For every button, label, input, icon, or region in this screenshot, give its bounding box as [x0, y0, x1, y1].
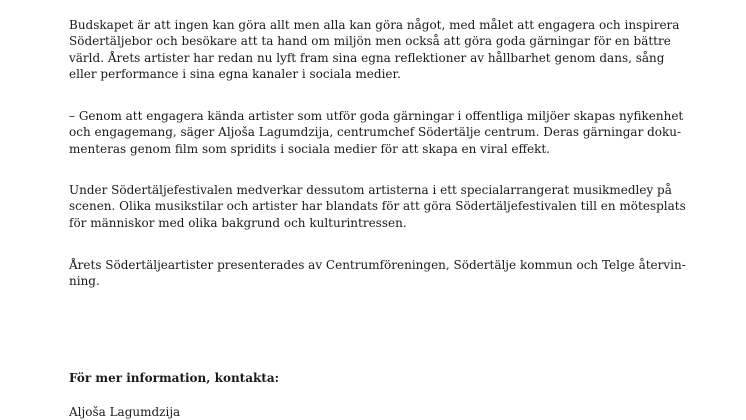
- text-line: värld. Årets artister har redan nu lyft fram sina egna reflektioner av hållbarhet genom dans, sång: [69, 50, 665, 65]
- contact-heading: För mer information, kontakta:: [69, 371, 280, 385]
- text-line: för människor med olika bakgrund och kulturintressen.: [69, 215, 407, 230]
- paragraph-festival: [69, 182, 686, 231]
- text-line: Årets Södertäljeartister presenterades av Centrumföreningen, Södertälje kommun och Telge återvin-: [69, 258, 686, 272]
- text-line: scenen. Olika musikstilar och artister har blandats för att göra Södertäljefestivalen till en mötesplats: [69, 199, 686, 214]
- text-line: eller performance i sina egna kanaler i sociala medier.: [69, 66, 401, 81]
- contact-name: Aljoša Lagumdzija: [69, 405, 181, 419]
- paragraph-message: [69, 17, 679, 82]
- text-line: – Genom att engagera kända artister som utför goda gärningar i offentliga miljöer skapas nyfikenhet: [69, 109, 684, 123]
- paragraph-presenters: [69, 257, 686, 290]
- text-line: ning.: [69, 274, 100, 289]
- text-line: Under Södertäljefestivalen medverkar dessutom artisterna i ett specialarrangerat musikmedley på: [69, 183, 672, 197]
- paragraph-quote: [69, 108, 683, 157]
- text-line: och engagemang, säger Aljoša Lagumdzija, centrumchef Södertälje centrum. Deras gärningar doku-: [69, 125, 682, 140]
- text-line: menteras genom film som spridits i sociala medier för att skapa en viral effekt.: [69, 141, 550, 156]
- text-line: Södertäljebor och besökare att ta hand om miljön men också att göra goda gärningar för en bättre: [69, 34, 671, 49]
- text-line: Budskapet är att ingen kan göra allt men alla kan göra något, med målet att engagera och inspirera: [69, 18, 680, 32]
